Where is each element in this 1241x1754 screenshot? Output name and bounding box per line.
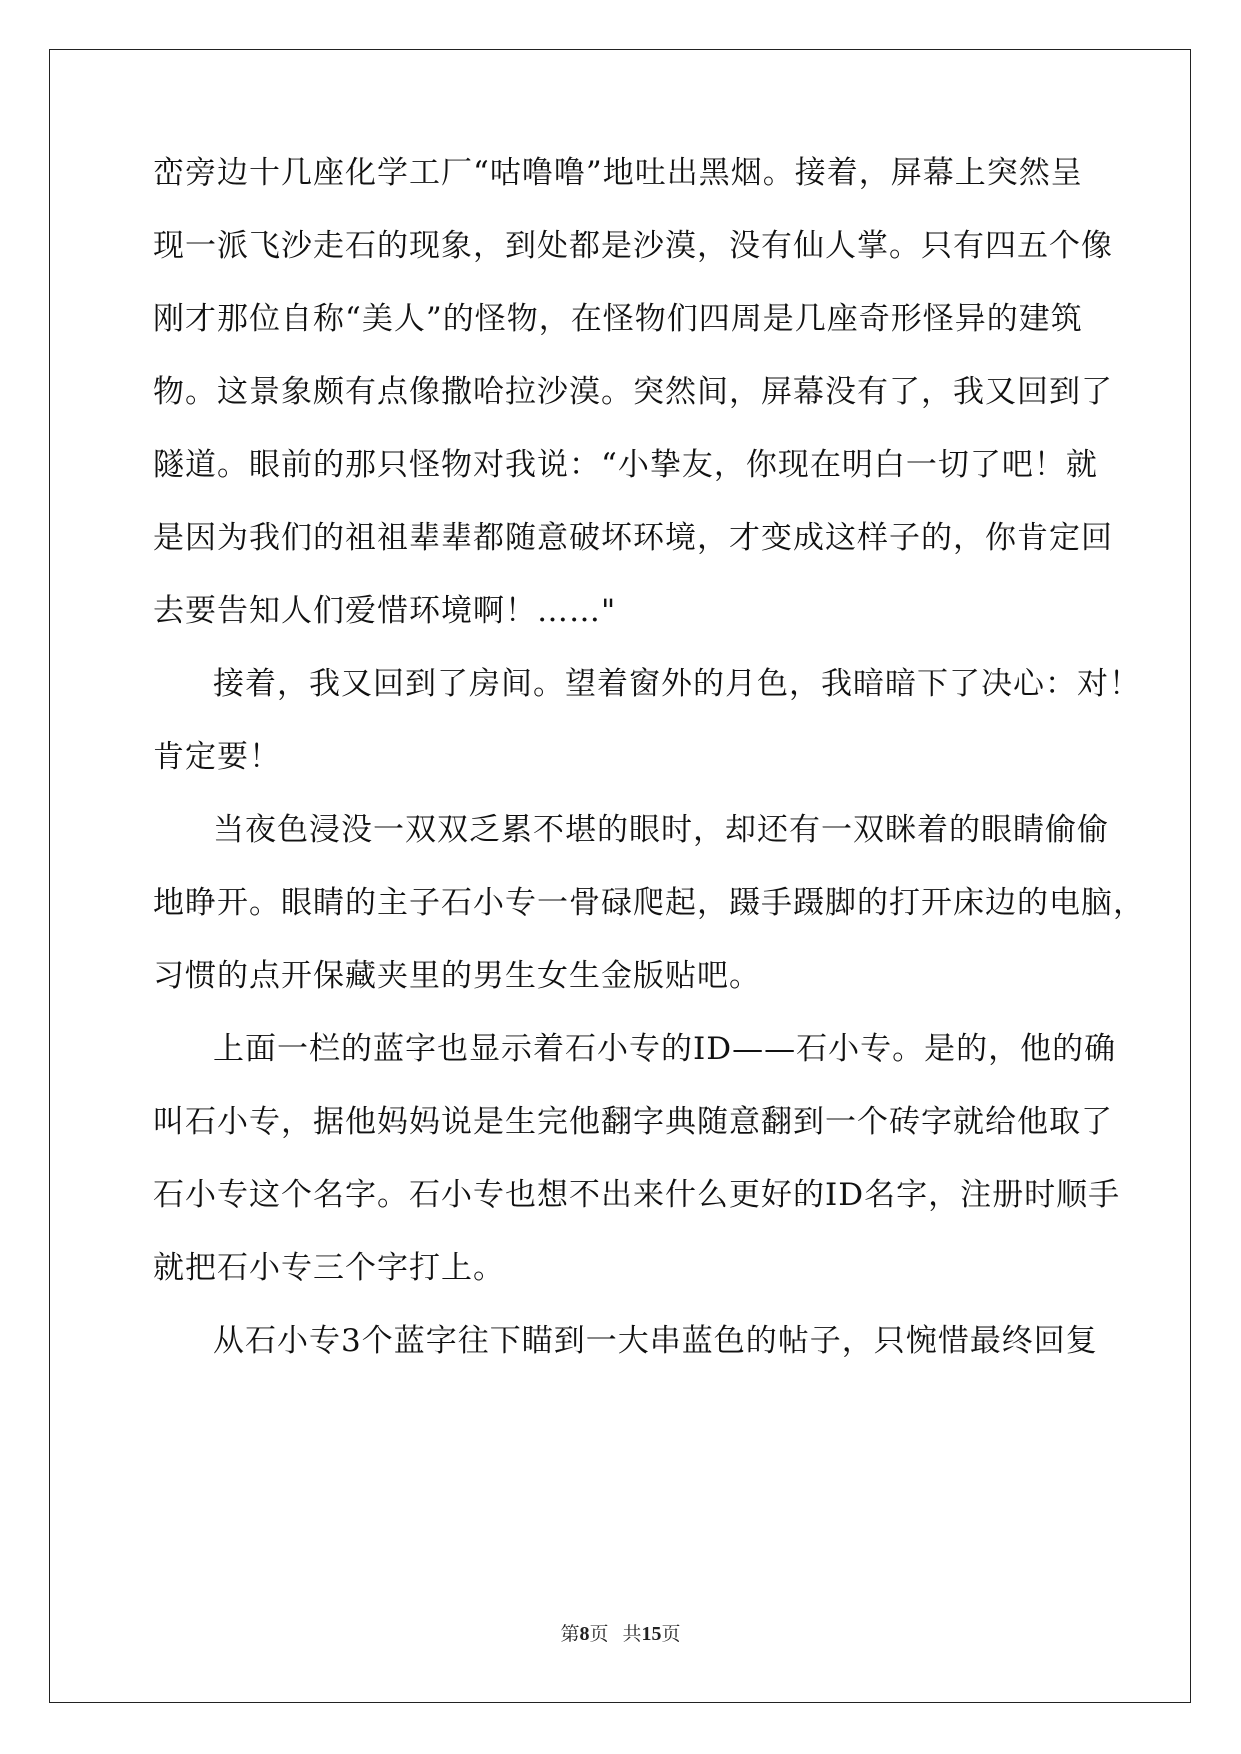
page-total: 15	[641, 1623, 662, 1645]
page-border	[49, 49, 1191, 1703]
text-line: 石小专这个名字。石小专也想不出来什么更好的ID名字，注册时顺手	[153, 1177, 1121, 1213]
text-line: 峦旁边十几座化学工厂“咕噜噜”地吐出黑烟。接着，屏幕上突然呈	[153, 155, 1083, 191]
text-line: 上面一栏的蓝字也显示着石小专的ID——石小专。是的，他的确	[213, 1031, 1117, 1067]
page-suffix: 页	[589, 1623, 609, 1645]
text-line: 地睁开。眼睛的主子石小专一骨碌爬起，蹑手蹑脚的打开床边的电脑，	[153, 885, 1145, 921]
page-current: 8	[579, 1623, 590, 1645]
total-prefix: 共	[622, 1623, 642, 1645]
page-prefix: 第	[560, 1623, 580, 1645]
text-line: 现一派飞沙走石的现象，到处都是沙漠，没有仙人掌。只有四五个像	[153, 228, 1113, 264]
text-line: 刚才那位自称“美人”的怪物，在怪物们四周是几座奇形怪异的建筑	[153, 301, 1083, 337]
page-footer	[0, 1622, 1241, 1646]
text-line: 当夜色浸没一双双乏累不堪的眼时，却还有一双眯着的眼睛偷偷	[213, 812, 1109, 848]
text-line: 去要告知人们爱惜环境啊！……"	[153, 593, 617, 629]
text-line: 物。这景象颇有点像撒哈拉沙漠。突然间，屏幕没有了，我又回到了	[153, 374, 1113, 410]
text-line: 从石小专3个蓝字往下瞄到一大串蓝色的帖子，只惋惜最终回复	[213, 1323, 1098, 1359]
text-line: 接着，我又回到了房间。望着窗外的月色，我暗暗下了决心：对！	[213, 666, 1141, 702]
text-line: 隧道。眼前的那只怪物对我说：“小挚友，你现在明白一切了吧！就	[153, 447, 1098, 483]
text-line: 就把石小专三个字打上。	[153, 1250, 505, 1286]
text-line: 习惯的点开保藏夹里的男生女生金版贴吧。	[153, 958, 761, 994]
text-line: 叫石小专，据他妈妈说是生完他翻字典随意翻到一个砖字就给他取了	[153, 1104, 1113, 1140]
text-line: 肯定要！	[153, 739, 281, 775]
text-line: 是因为我们的祖祖辈辈都随意破坏环境，才变成这样子的，你肯定回	[153, 520, 1113, 556]
total-suffix: 页	[661, 1623, 681, 1645]
